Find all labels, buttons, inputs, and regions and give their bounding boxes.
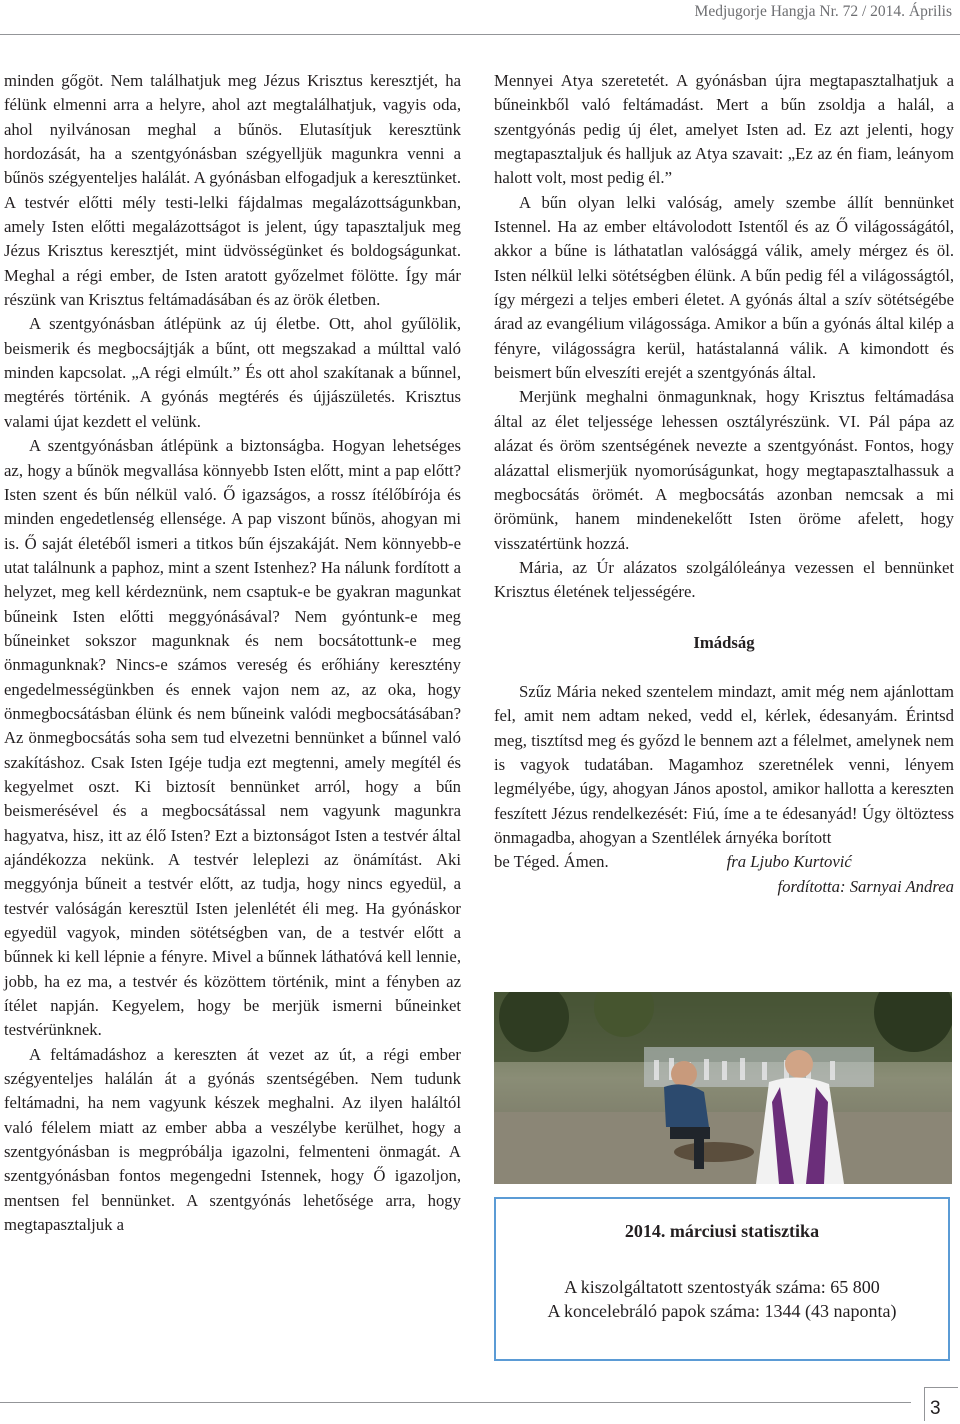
right-paragraph: Mária, az Úr alázatos szolgálóleánya vezessen el bennünket Krisztus életének teljességére. — [494, 557, 954, 602]
prayer-text: Szűz Mária neked szentelem mindazt, amit még nem ajánlottam fel, amit nem adtam neked, vedd el, kérlek, édesanyám. Érintsd meg, tisztítsd meg és győzd le bennem azt a félelmet, amelynek nem is vagyok tudatában. Magamhoz szeretnélek venni, lényem legmélyébe, úgy, ahogyan János apostol, amikor hallotta a kereszten feszített Jézus rendelkezését: Fiú, íme a te édesanyád! Úgy öltöztess önmagadba, ahogyan a Szentlélek árnyéka borított — [494, 681, 954, 847]
right-column — [494, 69, 954, 899]
right-paragraph: Merjünk meghalni önmagunknak, hogy Krisztus feltámadása által az élet teljessége lehessen osztályrészünk. VI. Pál pápa az alázat és öröm szentségének nevezte a szentgyónást. Fontos, hogy alázattal elismerjük nyomorúságunkat, hogy megtapasztalhassuk a megbocsátás örömét. A megbocsátás azonban nemcsak a mi örömünk, hanem mindenekelőtt Isten öröme afelett, hogy visszatértünk hozzá. — [494, 387, 954, 553]
prayer-title: Imádság — [693, 632, 755, 652]
header-divider — [0, 34, 960, 35]
confession-photo — [494, 992, 952, 1184]
photo-illustration — [494, 992, 952, 1184]
prayer-signature-line — [494, 850, 954, 874]
right-paragraph: Mennyei Atya szeretetét. A gyónásban újra megtapasztalhatjuk a bűneinkből való feltámadást. Mert a bűn zsoldja a halál, a szentgyónás pedig új élet, amelyet Isten ad. Ez azt jelenti, hogy megtapasztaljuk és halljuk az Atya szavait: „Ez az én fiam, leányom halott volt, most pedig él.” — [494, 71, 954, 188]
statistics-hosts-line: A kiszolgáltatott szentostyák száma: 65 800 — [564, 1277, 880, 1297]
left-paragraph: A szentgyónásban átlépünk a biztonságba. Hogyan lehetséges az, hogy a bűnök megvallása könnyebb Isten előtt, mint a pap előtt? Isten szent és bűn nélkül való. Ő igazságos, a rossz ítélőbírója és minden engedetlenség ellensége. A pap viszont bűnös, ahogyan mi is. Ő saját életéből ismeri a titkos bűn éjszakáját. Nem könnyebb-e utat találnunk a paphoz, mint a szent Istenhez? Ha nálunk fordított a helyzet, meg kell kérdeznünk, nem csaptuk-e be gyakran magunkat bűneink Isten előtti meggyónásával? Nem gyóntunk-e meg bűneinket sokszor magunknak és nem bocsátottunk-e meg önmagunknak? Nincs-e számos vereség és erőhiány keresztény engedelmességünkben és ennek vajon nem az, az oka, hogy önmegbocsátásban élünk és nem bűneink valódi megbocsátásában? Az önmegbocsátás soha sem tud elvezetni bennünket a bűnnel való szakításhoz. Csak Isten Igéje tudja ezt megtenni, amely megítél és kegyelmet oszt. Ki biztosít bennünket arról, hogy a bűn beismerésével és a megbocsátással nem vagyunk magunkra hagyatva, hisz, itt az élő Isten? Ezt a biztonságot Isten a testvér által ajándékozza nekünk. A testvér leleplezi az önámítást. Aki meggyónja bűneit a testvér előtt, az tudja, hogy nincs egyedül, a testvér valóságán keresztül Isten jelenlétét éli meg. Ha gyónáskor egyedül vagyok, minden sötétségben van, de a testvér előtt a bűnnek ki kell lépnie a fényre. Mivel a bűnnek láthatóvá kell lennie, jobb, ha ez ma, a testvér és közöttem történik, mint a fényben az ítélet napján. Kegyelem, hogy be merjük ismerni bűneinket testvérünknek. — [4, 436, 461, 1040]
left-column — [4, 69, 461, 1238]
author-name: fra Ljubo Kurtović — [726, 852, 852, 872]
prayer-amen: be Téged. Ámen. — [494, 852, 609, 872]
left-paragraph: A szentgyónásban átlépünk az új életbe. Ott, ahol gyűlölik, beismerik és megbocsájtják a bűnt, ott megszakad a múlttal való minden kapcsolat. „A régi elmúlt.” És ott ahol szakítanak a bűnnel, megtérés történik. A gyónás megtérés és újjászületés. Krisztus valami újat kezdett el velünk. — [4, 314, 461, 431]
statistics-priests-line: A koncelebráló papok száma: 1344 (43 naponta) — [547, 1301, 897, 1321]
left-paragraph: minden gőgöt. Nem találhatjuk meg Jézus Krisztus keresztjét, ha félünk elmenni arra a helyre, ahol azt megtalálhatjuk, vagyis oda, ahol nyilvánosan meghal a bűnös. Elutasítjuk keresztünk hordozását, ha a szentgyónásban szégyelljük magunkra venni a bűnös szégyenteljes halálát. A gyónásban elfogadjuk a keresztünket. A testvér előtti mély testi-lelki fájdalmas megalázottságunkban, amely Isten előtti megalázottságot is jelent, úgy tapasztaljuk meg Jézus Krisztus keresztjét, mint üdvösségünket és boldogságunkat. Meghal a régi ember, de Isten aratott győzelmet fölötte. Így már részünk van Krisztus feltámadásában és az örök életben. — [4, 71, 461, 310]
footer-divider — [0, 1402, 911, 1403]
statistics-box — [494, 1197, 950, 1361]
page-number: 3 — [930, 1398, 941, 1419]
left-paragraph: A feltámadáshoz a kereszten át vezet az út, a régi ember szégyenteljes halálán át a gyónás szentségében. Nem tudunk feltámadni, ha nem vagyunk készek meghalni. Az ilyen haláltól való félelem miatt az ember abba a veszélybe kerülhet, hogy a szentgyónásban is megpróbálja igazolni, felmenteni önmagát. A szentgyónásban fontos megengedni Istennek, hogy Ő igazoljon, mentsen fel bennünket. A szentgyónás lehetősége arra, hogy megtapasztaljuk a — [4, 1044, 461, 1235]
statistics-title: 2014. márciusi statisztika — [624, 1221, 820, 1241]
right-paragraph: A bűn olyan lelki valóság, amely szembe állít bennünket Istennel. Ha az ember eltávolodott Istentől és az Ő világosságától, akkor a bűne is láthatatlan valósággá válik, amely mérgez és öl. Isten nélkül lelki sötétségben élünk. A bűn pedig fél a világosságtól, így mérgezi a teljes emberi életet. A gyónás által a szív sötétségébe árad az evangélium világossága. Amikor a bűn a gyónás által kilép a fényre, világosságra kerül, hatástalanná válik. A kimondott és beismert bűn elveszíti erejét a szentgyónás által. — [494, 192, 954, 383]
translator-credit: fordította: Sarnyai Andrea — [777, 876, 954, 896]
running-header: Medjugorje Hangja Nr. 72 / 2014. Április — [694, 3, 952, 20]
